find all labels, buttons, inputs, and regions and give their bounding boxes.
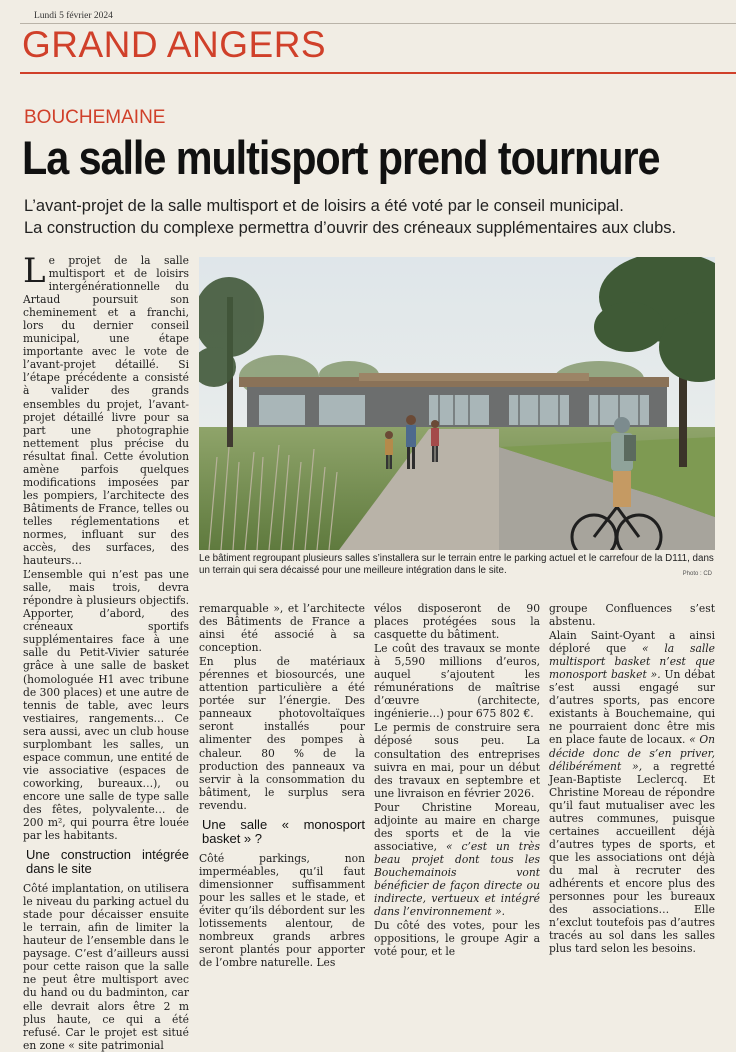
paragraph: Du côté des votes, pour les oppositions, le groupe Agir a voté pour, et le <box>374 919 540 959</box>
paragraph: vélos disposeront de 90 places protégées sous la casquette du bâtiment. <box>374 602 540 642</box>
section-title: GRAND ANGERS <box>22 24 327 65</box>
photo-caption: Le bâtiment regroupant plusieurs salles s’installera sur le terrain entre le parking actuel et le carrefour de la D111, dans un terrain qui sera décaissé pour une meilleure intégration dans le site. <box>199 553 714 576</box>
article-kicker: BOUCHEMAINE <box>24 107 166 128</box>
quote: « On décide donc de s’en priver, délibérément », <box>549 733 715 773</box>
paragraph: Côté implantation, on utilisera le niveau du parking actuel du stade pour décaisser ensuite le terrain, afin de limiter la hauteur de l’ensemble dans le paysage. C’est d’ailleurs aussi pour cette raison que la salle ne peut être multisport avec du hand ou du badminton, car elle devrait alors être 2 m plus haute, ce qui a été refusé. Car le projet est situé en zone « site patrimonial <box>23 882 189 1052</box>
paragraph-text: Un débat s’est aussi engagé sur d’autres sports, pas encore existants à Bouchemaine, qui ne pourraient donc être mis en place faute de locaux. <box>549 668 715 747</box>
paragraph: Le coût des travaux se monte à 5,590 millions d’euros, auquel s’ajoutent les rémunérations de maîtrise d’œuvre (architecte, ingénierie…) pour 675 802 €. <box>374 642 540 721</box>
paragraph: Le permis de construire sera déposé sous peu. La consultation des entreprises suivra en mai, pour un début des travaux en septembre et une livraison en février 2026. <box>374 721 540 800</box>
quote: « c’est un très beau projet dont tous les Bouchemainois vont bénéficier de façon directe ou indirecte, vertueux et intégré dans l’environnement ». <box>374 839 540 919</box>
paragraph <box>549 629 715 955</box>
paragraph-text: Alain Saint-Oyant a ainsi déploré que <box>549 629 715 656</box>
standfirst-line-1: L’avant-projet de la salle multisport et de loisirs a été voté par le conseil municipal. <box>24 197 624 215</box>
photo-credit: Photo : CD <box>682 571 712 577</box>
paragraph <box>23 251 189 568</box>
paragraph-text: e projet de la salle multisport et de loisirs intergénérationnelle du Artaud poursuit son cheminement et a franchi, lors du dernier conseil municipal, une étape importante avec le vote de l’avant-projet détaillé. Si l’étape précédente a consisté à valider des grands ensembles du projet, l’avant-projet détaillé livre pour sa part une photographie nettement plus précise du résultat final. Cette évolution amène parfois quelques modifications imposées par les pompiers, l’architecte des Bâtiments de France, telles ou telles réglementations et normes, influant sur des accès, des surfaces, des hauteurs… <box>23 254 189 568</box>
article-column-2 <box>199 602 365 969</box>
article-column-4 <box>549 602 715 955</box>
article-column-3 <box>374 602 540 958</box>
article-headline: La salle multisport prend tournure <box>22 131 660 184</box>
paragraph-text: Pour Christine Moreau, adjointe au maire en charge des sports et de la vie associative, <box>374 800 540 853</box>
paragraph: groupe Confluences s’est abstenu. <box>549 602 715 629</box>
section-rule <box>20 72 736 74</box>
paragraph: remarquable », et l’architecte des Bâtiments de France a ainsi été associé à sa conception. <box>199 602 365 655</box>
standfirst-line-2: La construction du complexe permettra d’ouvrir des créneaux supplémentaires aux clubs. <box>24 219 677 237</box>
article-column-1 <box>23 251 189 1052</box>
subheading-monosport: Une salle « monosport basket » ? <box>202 816 365 846</box>
page-date: Lundi 5 février 2024 <box>34 11 113 21</box>
paragraph: En plus de matériaux pérennes et biosourcés, une attention particulière a été portée sur l’énergie. Des panneaux photovoltaïques seront installés pour alimenter des pompes à chaleur. 80 % de la production des panneaux va servir à la consommation du bâtiment, le surplus sera revendu. <box>199 655 365 812</box>
paragraph <box>374 801 540 918</box>
article-standfirst <box>24 195 724 239</box>
quote: « la salle multisport basket n’est que monosport basket ». <box>549 642 715 682</box>
building-rendering-illustration <box>199 257 715 550</box>
paragraph: L’ensemble qui n’est pas une salle, mais trois, devra répondre à plusieurs objectifs. Apporter, d’abord, des créneaux sportifs supplémentaires face à une salle du Petit-Vivier saturée grâce à une salle de basket (homologuée H1 avec tribune de 300 places) et une autre de tennis de table, avec leurs vestiaires, rangements… Ce sera aussi, avec un club house surplombant les salles, un espace commun, une entité de vie associative (espaces de coworking, bureaux…), ou encore une salle de type salle des fêtes, polyvalente… de 200 m², qui pourra être louée par les habitants. <box>23 568 189 843</box>
subheading-integration: Une construction intégrée dans le site <box>26 847 189 877</box>
building-rendering-photo <box>199 257 715 550</box>
paragraph-text: a regretté Jean-Baptiste Leclercq. Et Christine Moreau de répondre qu’il faut mutualiser avec les autres communes, puisque certaines accueillent déjà d’autres types de sports, et que les associations ont déjà du mal à recruter des adhérents et encore plus des personnes pour les bureaux des associations… Elle n’exclut toutefois pas d’autres tracés au sol dans les salles plus tard selon les besoins. <box>549 759 715 956</box>
drop-cap: L <box>23 251 46 291</box>
paragraph: Côté parkings, non imperméables, qu’il faut dimensionner suffisamment pour les salles et le stade, et éviter qu’ils débordent sur les lotissements alentour, de nombreux grands arbres seront plantés pour apporter de l’ombre naturelle. Les <box>199 851 365 970</box>
